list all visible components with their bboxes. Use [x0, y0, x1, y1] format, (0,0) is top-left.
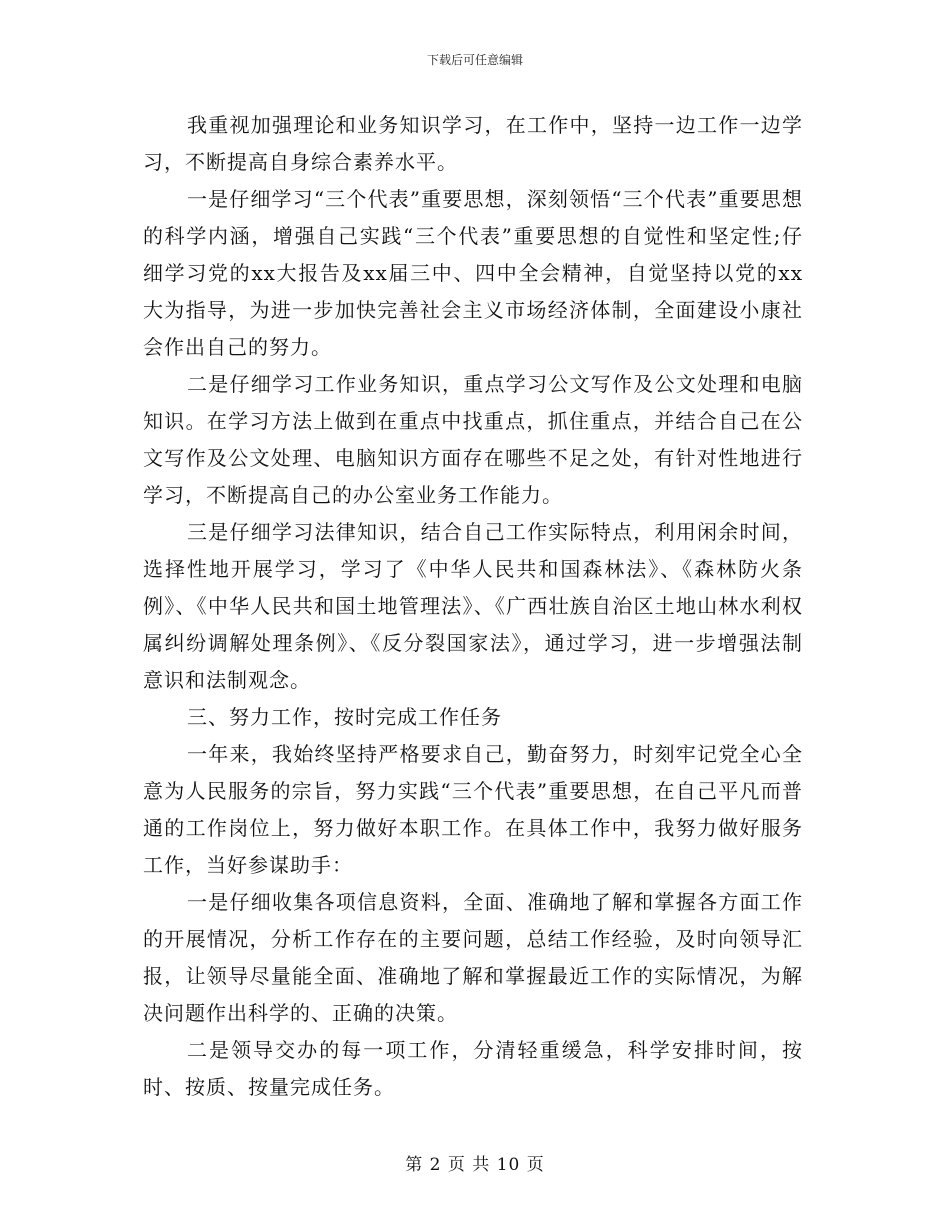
- paragraph-work-tasks: 二是领导交办的每一项工作，分清轻重缓急，科学安排时间，按时、按质、按量完成任务。: [143, 1038, 803, 1099]
- footer-total-pages: 10: [496, 1155, 521, 1175]
- section-heading-work: 三、努力工作，按时完成工作任务: [187, 705, 502, 729]
- footer-middle: 页 共: [447, 1155, 491, 1175]
- page-number-footer: [0, 1154, 950, 1176]
- footer-current-page: 2: [429, 1155, 442, 1175]
- paragraph-work-intro: 一年来，我始终坚持严格要求自己，勤奋努力，时刻牢记党全心全意为人民服务的宗旨，努力实践“三个代表”重要思想，在自己平凡而普通的工作岗位上，努力做好本职工作。在具体工作中，我努力做好服务工作，当好参谋助手：: [143, 742, 803, 877]
- footer-suffix: 页: [526, 1155, 545, 1175]
- paragraph-study-theory: 一是仔细学习“三个代表”重要思想，深刻领悟“三个代表”重要思想的科学内涵，增强自己实践“三个代表”重要思想的自觉性和坚定性;仔细学习党的xx大报告及xx届三中、四中全会精神，自觉坚持以党的xx大为指导，为进一步加快完善社会主义市场经济体制，全面建设小康社会作出自己的努力。: [143, 187, 803, 359]
- document-body: [143, 107, 803, 1106]
- page-header-note: 下载后可任意编辑: [426, 53, 523, 67]
- footer-prefix: 第: [405, 1155, 424, 1175]
- paragraph-work-info: 一是仔细收集各项信息资料，全面、准确地了解和掌握各方面工作的开展情况，分析工作存在的主要问题，总结工作经验，及时向领导汇报，让领导尽量能全面、准确地了解和掌握最近工作的实际情况，为解决问题作出科学的、正确的决策。: [143, 890, 803, 1025]
- paragraph-study-intro: 我重视加强理论和业务知识学习，在工作中，坚持一边工作一边学习，不断提高自身综合素养水平。: [143, 113, 803, 174]
- paragraph-study-law: 三是仔细学习法律知识，结合自己工作实际特点，利用闲余时间，选择性地开展学习，学习了《中华人民共和国森林法》、《森林防火条例》、《中华人民共和国土地管理法》、《广西壮族自治区土地山林水利权属纠纷调解处理条例》、《反分裂国家法》，通过学习，进一步增强法制意识和法制观念。: [143, 520, 803, 692]
- paragraph-study-business: 二是仔细学习工作业务知识，重点学习公文写作及公文处理和电脑知识。在学习方法上做到在重点中找重点，抓住重点，并结合自己在公文写作及公文处理、电脑知识方面存在哪些不足之处，有针对性地进行学习，不断提高自己的办公室业务工作能力。: [143, 372, 803, 507]
